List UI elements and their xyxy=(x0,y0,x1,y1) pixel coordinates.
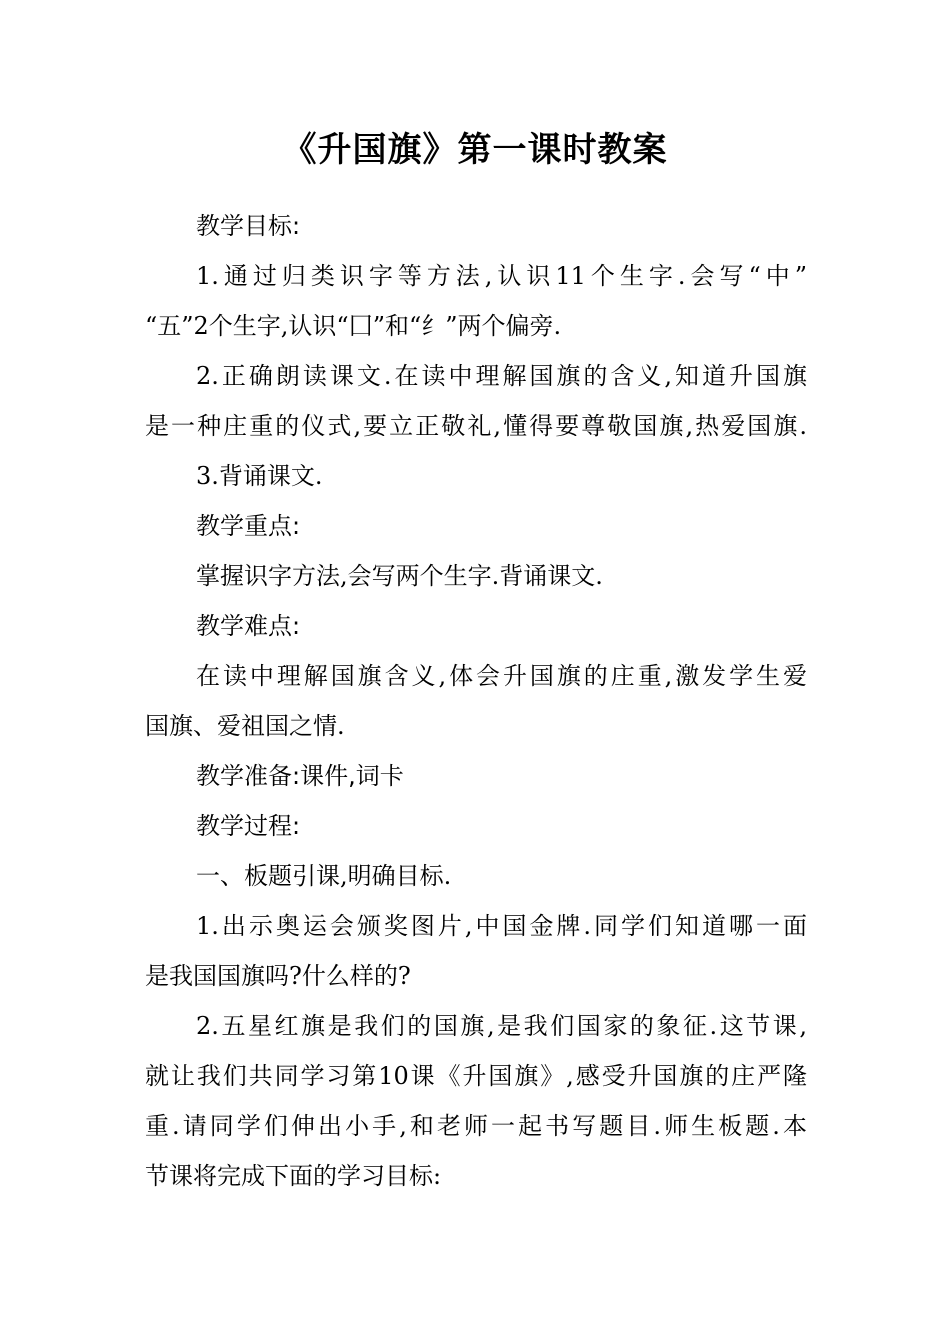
paragraph-line: 一、板题引课,明确目标. xyxy=(196,862,452,890)
paragraph-line: 国旗、爱祖国之情. xyxy=(145,712,345,740)
section-heading-difficulties: 教学难点: xyxy=(196,612,301,640)
paragraph-line: 1.出示奥运会颁奖图片,中国金牌.同学们知道哪一面 xyxy=(196,912,807,940)
paragraph-line: 是我国国旗吗?什么样的? xyxy=(145,962,411,990)
paragraph-line: “五”2个生字,认识“囗”和“纟”两个偏旁. xyxy=(145,312,562,340)
paragraph-line: 在读中理解国旗含义,体会升国旗的庄重,激发学生爱 xyxy=(196,662,807,690)
paragraph-line: 掌握识字方法,会写两个生字.背诵课文. xyxy=(196,562,603,590)
paragraph-line: 就让我们共同学习第10课《升国旗》,感受升国旗的庄严隆 xyxy=(145,1062,807,1090)
section-heading-process: 教学过程: xyxy=(196,812,301,840)
section-heading-key-points: 教学重点: xyxy=(196,512,301,540)
section-heading-preparation: 教学准备:课件,词卡 xyxy=(196,762,404,790)
paragraph-line: 2.五星红旗是我们的国旗,是我们国家的象征.这节课, xyxy=(196,1012,807,1040)
paragraph-line: 3.背诵课文. xyxy=(196,462,323,490)
paragraph-line: 重.请同学们伸出小手,和老师一起书写题目.师生板题.本 xyxy=(145,1112,807,1140)
paragraph-line: 2.正确朗读课文.在读中理解国旗的含义,知道升国旗 xyxy=(196,362,807,390)
page-title: 《升国旗》第一课时教案 xyxy=(282,130,668,170)
section-heading-objectives: 教学目标: xyxy=(196,212,301,240)
paragraph-line: 节课将完成下面的学习目标: xyxy=(145,1162,442,1190)
paragraph-line: 1.通过归类识字等方法,认识11个生字.会写“中” xyxy=(196,262,807,290)
paragraph-line: 是一种庄重的仪式,要立正敬礼,懂得要尊敬国旗,热爱国旗. xyxy=(145,412,807,440)
